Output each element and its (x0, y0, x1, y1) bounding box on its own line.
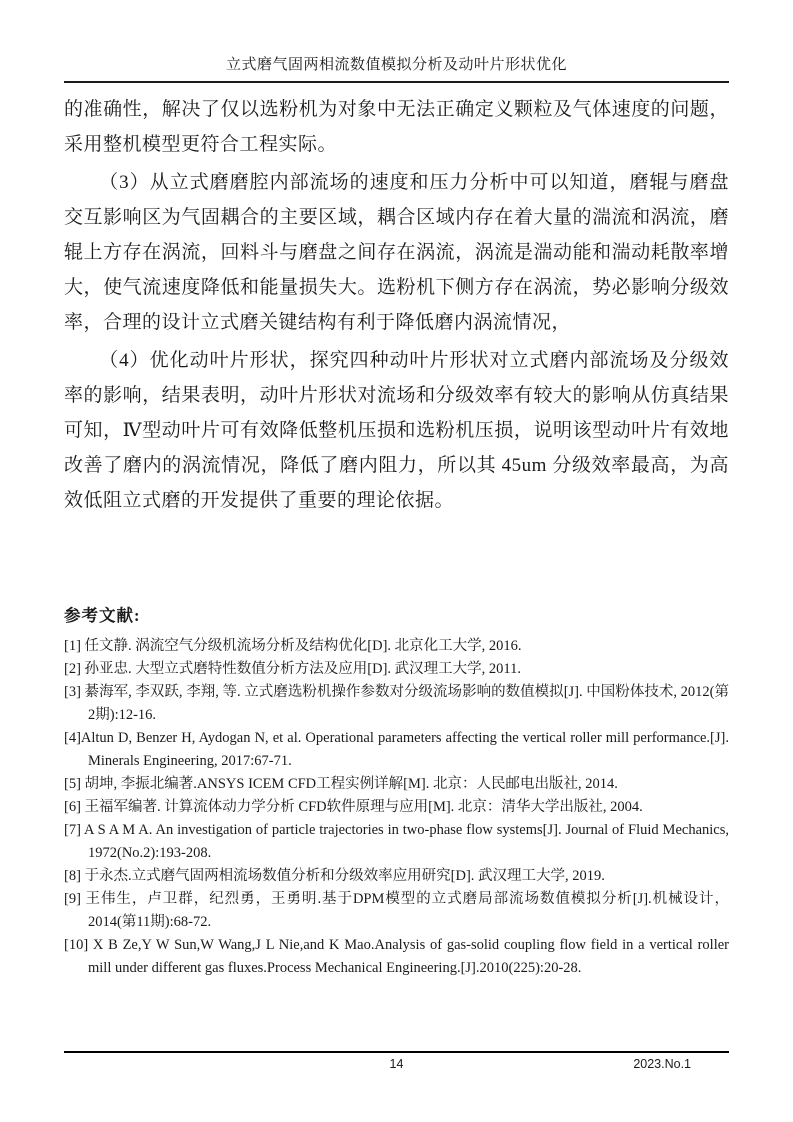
paragraph-conclusion-3: （3）从立式磨磨腔内部流场的速度和压力分析中可以知道，磨辊与磨盘交互影响区为气固耦合的主要区域，耦合区域内存在着大量的湍流和涡流，磨辊上方存在涡流，回料斗与磨盘之间存在涡流，涡流是湍动能和湍动耗散率增大，使气流速度降低和能量损失大。选粉机下侧方存在涡流，势必影响分级效率，合理的设计立式磨关键结构有利于降低磨内涡流情况， (64, 172, 729, 333)
page-header (64, 0, 729, 83)
references-heading: 参考文献: (64, 606, 141, 625)
reference-item: [9] 王伟生，卢卫群，纪烈勇，王勇明.基于DPM模型的立式磨局部流场数值模拟分析[J].机械设计，2014(第11期):68-72. (64, 891, 729, 930)
reference-item: [1] 任文静. 涡流空气分级机流场分析及结构优化[D]. 北京化工大学, 2016. (64, 638, 522, 654)
reference-item: [7] A S A M A. An investigation of particle trajectories in two-phase flow systems[J]. Journal of Fluid Mechanics, 1972(No.2):193-208. (64, 822, 729, 861)
body-text (64, 92, 729, 518)
reference-item: [2] 孙亚忠. 大型立式磨特性数值分析方法及应用[D]. 武汉理工大学, 2011. (64, 661, 521, 677)
paragraph-conclusion-4: （4）优化动叶片形状，探究四种动叶片形状对立式磨内部流场及分级效率的影响，结果表明，动叶片形状对流场和分级效率有较大的影响从仿真结果可知，Ⅳ型动叶片可有效降低整机压损和选粉机压损，说明该型动叶片有效地改善了磨内的涡流情况，降低了磨内阻力，所以其 45um 分级效率最高，为高效低阻立式磨的开发提供了重要的理论依据。 (64, 350, 729, 511)
page-number: 14 (389, 1057, 404, 1071)
reference-item: [8] 于永杰.立式磨气固两相流场数值分析和分级效率应用研究[D]. 武汉理工大学, 2019. (64, 868, 605, 884)
reference-item: [6] 王福军编著. 计算流体动力学分析 CFD软件原理与应用[M]. 北京：清华大学出版社, 2004. (64, 799, 643, 815)
paragraph-conclusion-continued: 的准确性，解决了仅以选粉机为对象中无法正确定义颗粒及气体速度的问题，采用整机模型更符合工程实际。 (64, 99, 729, 155)
reference-item: [3] 綦海军, 李双跃, 李翔, 等. 立式磨选粉机操作参数对分级流场影响的数值模拟[J]. 中国粉体技术, 2012(第2期):12-16. (64, 684, 729, 723)
reference-item: [4]Altun D, Benzer H, Aydogan N, et al. Operational parameters affecting the vertical roller mill performance.[J]. Minerals Engineering, 2017:67-71. (64, 730, 729, 769)
page-footer (64, 1051, 729, 1077)
running-title: 立式磨气固两相流数值模拟分析及动叶片形状优化 (225, 57, 567, 73)
reference-item: [5] 胡坤, 李振北编著.ANSYS ICEM CFD工程实例详解[M]. 北京：人民邮电出版社, 2014. (64, 776, 618, 792)
issue-label: 2023.No.1 (633, 1057, 691, 1071)
references-section (64, 602, 729, 980)
reference-item: [10] X B Ze,Y W Sun,W Wang,J L Nie,and K Mao.Analysis of gas-solid coupling flow field in a vertical roller mill under different gas fluxes.Process Mechanical Engineering.[J].2010(225):20-28. (64, 937, 729, 976)
